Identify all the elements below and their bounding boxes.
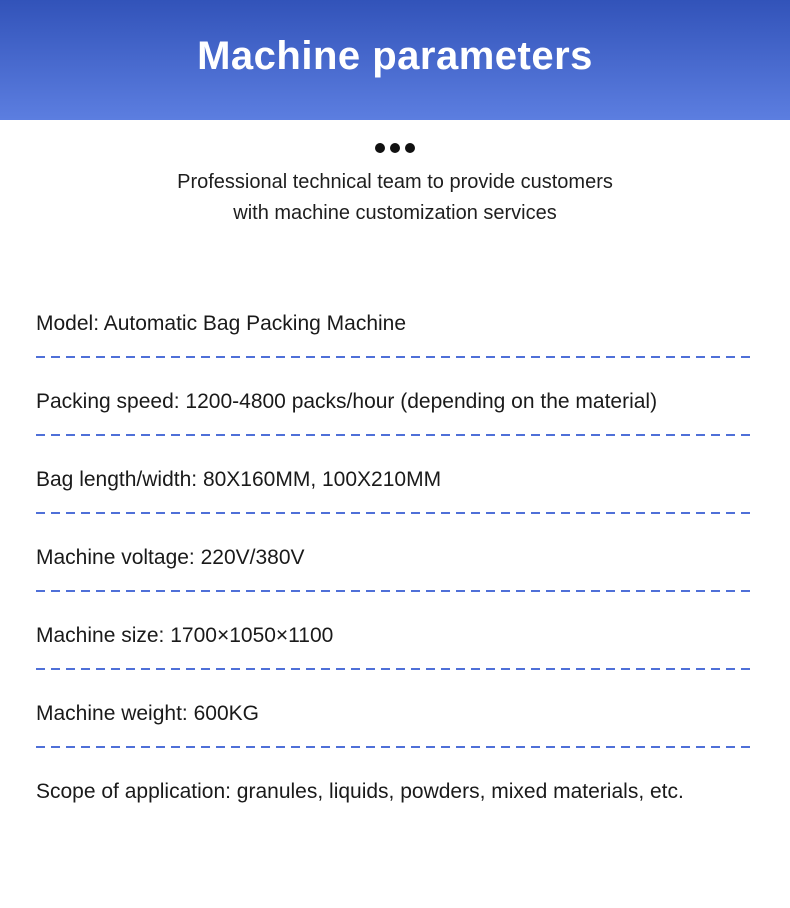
dashed-divider [36, 668, 754, 670]
page-title: Machine parameters [197, 33, 593, 78]
parameter-row [36, 387, 754, 436]
dot-icon [375, 143, 385, 153]
subtitle-line1: Professional technical team to provide customers [177, 171, 613, 193]
subtitle-line2: with machine customization services [233, 202, 557, 224]
parameter-text: Bag length/width: 80X160MM, 100X210MM [36, 468, 442, 491]
parameter-row [36, 621, 754, 670]
dashed-divider [36, 512, 754, 514]
parameter-row [36, 465, 754, 514]
dashed-divider [36, 356, 754, 358]
parameter-text: Scope of application: granules, liquids, powders, mixed materials, etc. [36, 780, 684, 803]
dot-icon [405, 143, 415, 153]
dashed-divider [36, 434, 754, 436]
parameters-list [0, 309, 790, 807]
parameter-row [36, 777, 754, 807]
parameter-text: Packing speed: 1200-4800 packs/hour (depending on the material) [36, 390, 658, 413]
parameter-text: Machine size: 1700×1050×1100 [36, 624, 334, 647]
parameter-text: Model: Automatic Bag Packing Machine [36, 312, 407, 335]
dashed-divider [36, 746, 754, 748]
dot-icon [390, 143, 400, 153]
parameter-text: Machine weight: 600KG [36, 702, 259, 725]
parameter-row [36, 543, 754, 592]
ellipsis-dots [0, 143, 790, 153]
header-banner [0, 0, 790, 120]
parameter-row [36, 699, 754, 748]
subtitle [0, 167, 790, 229]
parameter-row [36, 309, 754, 358]
parameter-text: Machine voltage: 220V/380V [36, 546, 305, 569]
dashed-divider [36, 590, 754, 592]
